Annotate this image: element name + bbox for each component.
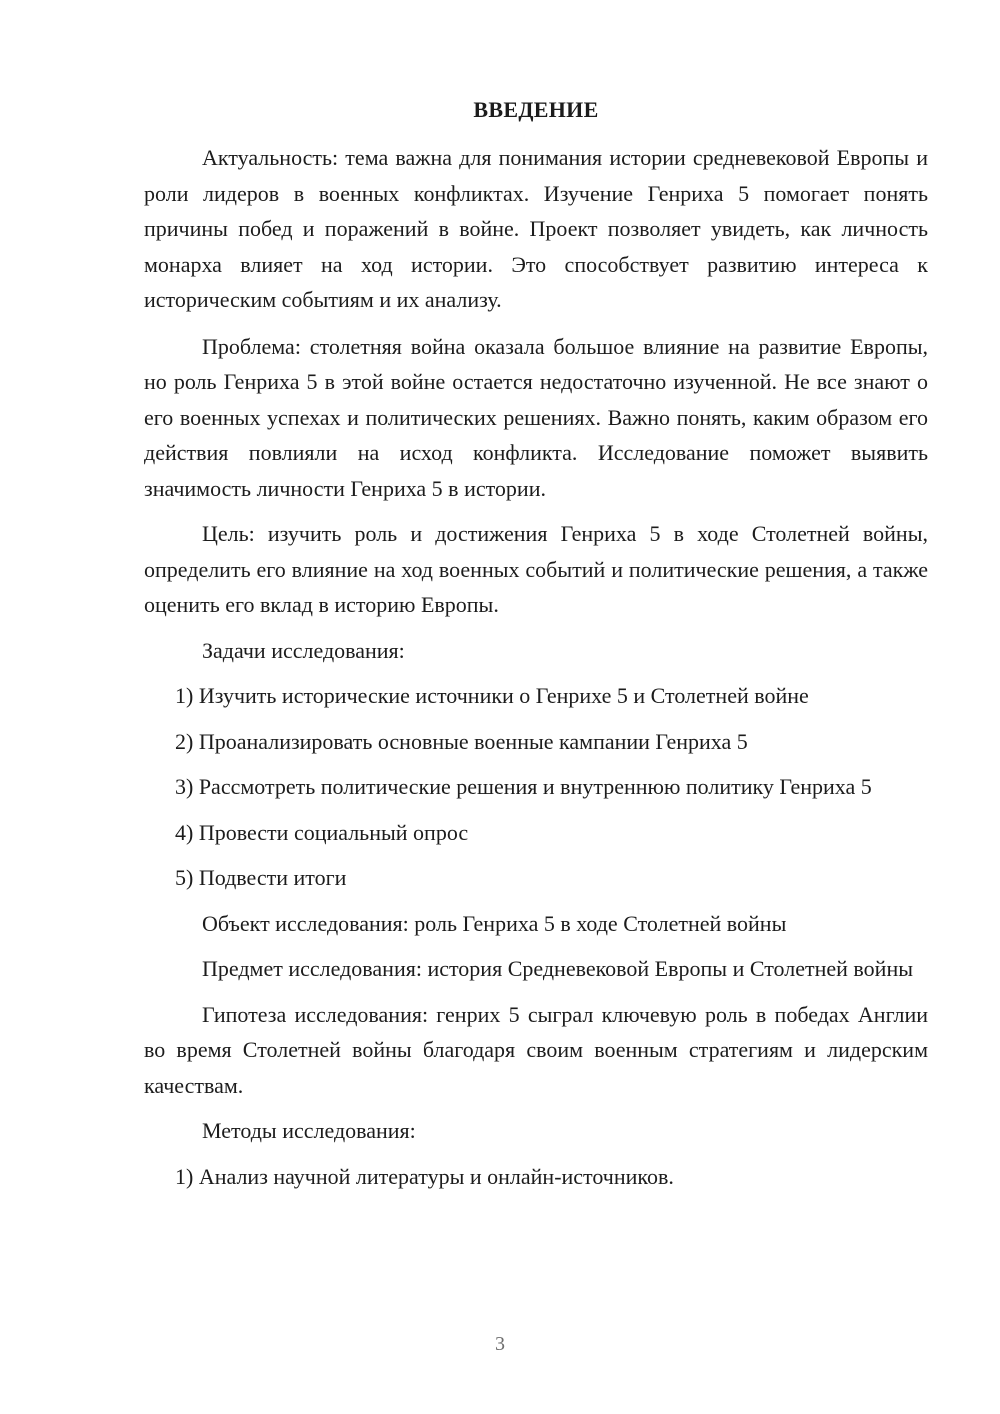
page-number: 3 xyxy=(495,1333,505,1355)
research-hypothesis: Гипотеза исследования: генрих 5 сыграл ключевую роль в победах Англии во время Столетней войны благодаря своим военным стратегиям и лидерским качествам. xyxy=(144,1001,928,1098)
task-item-3: 3) Рассмотреть политические решения и внутреннюю политику Генриха 5 xyxy=(175,774,872,799)
relevance-paragraph: Актуальность: тема важна для понимания истории средневековой Европы и роли лидеров в военных конфликтах. Изучение Генриха 5 помогает понять причины побед и поражений в войне. Проект позволяет увидеть, как личность монарха влияет на ход истории. Это способствует развитию интереса к историческим событиям и их анализу. xyxy=(144,145,928,312)
problem-paragraph: Проблема: столетняя война оказала большое влияние на развитие Европы, но роль Генриха 5 в этой войне остается недостаточно изученной. Не все знают о его военных успехах и политических решениях. Важно понять, каким образом его действия повлияли на исход конфликта. Исследование поможет выявить значимость личности Генриха 5 в истории. xyxy=(144,333,928,501)
task-item-2: 2) Проанализировать основные военные кампании Генриха 5 xyxy=(175,728,748,754)
goal-paragraph: Цель: изучить роль и достижения Генриха 5 в ходе Столетней войны, определить его влияние на ход военных событий и политические решения, а также оценить его вклад в историю Европы. xyxy=(144,521,928,617)
tasks-heading: Задачи исследования: xyxy=(202,637,405,663)
task-item-4: 4) Провести социальный опрос xyxy=(175,819,469,845)
page-title: ВВЕДЕНИЕ xyxy=(473,97,599,122)
document-page xyxy=(144,92,928,1204)
task-item-1: 1) Изучить исторические источники о Генрихе 5 и Столетней войне xyxy=(175,683,809,708)
task-item-5: 5) Подвести итоги xyxy=(175,865,347,890)
method-item-1: 1) Анализ научной литературы и онлайн-источников. xyxy=(175,1163,674,1189)
research-subject: Предмет исследования: история Средневековой Европы и Столетней войны xyxy=(202,956,913,981)
research-object: Объект исследования: роль Генриха 5 в ходе Столетней войны xyxy=(202,910,787,936)
methods-heading: Методы исследования: xyxy=(202,1118,416,1143)
